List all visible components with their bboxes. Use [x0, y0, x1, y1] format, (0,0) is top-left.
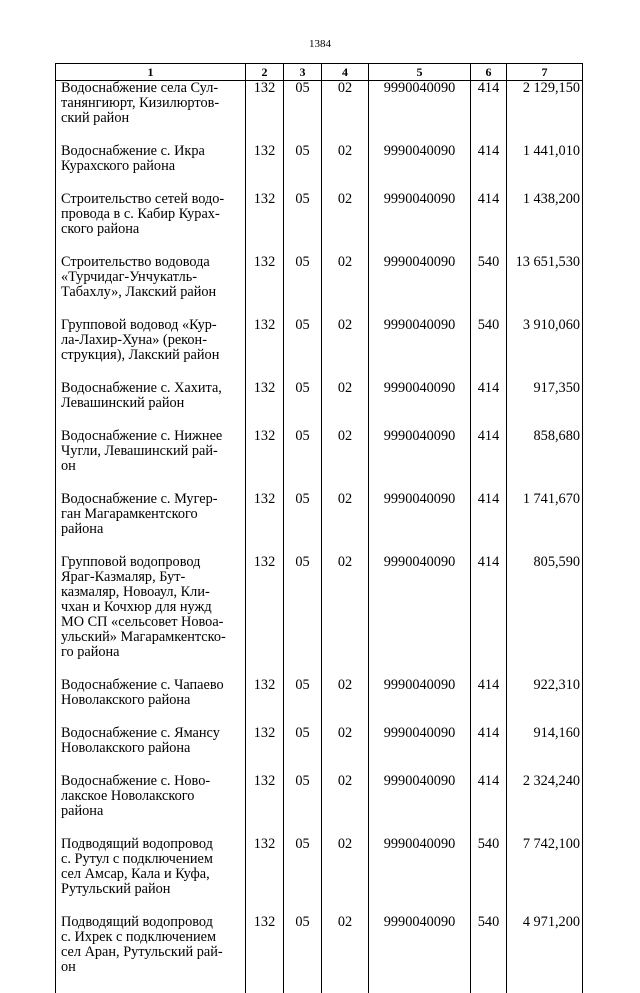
- code-target: 9990040090: [369, 81, 471, 127]
- code-expense-type: 414: [471, 678, 507, 708]
- row-spacer: [56, 237, 583, 255]
- code-expense-type: 414: [471, 492, 507, 537]
- row-spacer: [56, 819, 583, 837]
- code-subsection: 02: [322, 192, 369, 237]
- table-row: [56, 144, 583, 174]
- code-target: 9990040090: [369, 915, 471, 975]
- row-spacer: [56, 174, 583, 192]
- table-row: [56, 555, 583, 660]
- table-row: [56, 774, 583, 819]
- code-admin: 132: [246, 555, 284, 660]
- code-target: 9990040090: [369, 678, 471, 708]
- code-target: 9990040090: [369, 192, 471, 237]
- amount: 858,680: [507, 429, 583, 474]
- code-admin: 132: [246, 774, 284, 819]
- code-subsection: 02: [322, 81, 369, 127]
- amount: 917,350: [507, 381, 583, 411]
- header-col-7: 7: [507, 64, 583, 81]
- item-name: Водоснабжение с. Мугер- ган Магарамкентского района: [56, 492, 246, 537]
- header-col-2: 2: [246, 64, 284, 81]
- code-target: 9990040090: [369, 726, 471, 756]
- code-section: 05: [284, 318, 322, 363]
- code-expense-type: 414: [471, 81, 507, 127]
- code-section: 05: [284, 678, 322, 708]
- code-admin: 132: [246, 255, 284, 300]
- item-name: Водоснабжение с. Чапаево Новолакского района: [56, 678, 246, 708]
- code-expense-type: 414: [471, 774, 507, 819]
- code-admin: 132: [246, 381, 284, 411]
- table-row: [56, 915, 583, 975]
- code-expense-type: 414: [471, 429, 507, 474]
- code-expense-type: 414: [471, 555, 507, 660]
- code-admin: 132: [246, 678, 284, 708]
- row-spacer: [56, 537, 583, 555]
- item-name: Водоснабжение с. Икра Курахского района: [56, 144, 246, 174]
- table-row: [56, 381, 583, 411]
- header-col-1: 1: [56, 64, 246, 81]
- amount: 1 741,670: [507, 492, 583, 537]
- item-name: Строительство сетей водо- провода в с. Кабир Курах- ского района: [56, 192, 246, 237]
- code-section: 05: [284, 381, 322, 411]
- row-spacer: [56, 300, 583, 318]
- amount: 3 910,060: [507, 318, 583, 363]
- code-target: 9990040090: [369, 318, 471, 363]
- code-admin: 132: [246, 429, 284, 474]
- code-admin: 132: [246, 144, 284, 174]
- code-expense-type: 414: [471, 726, 507, 756]
- code-admin: 132: [246, 492, 284, 537]
- header-col-4: 4: [322, 64, 369, 81]
- amount: 2 324,240: [507, 774, 583, 819]
- code-section: 05: [284, 837, 322, 897]
- code-subsection: 02: [322, 837, 369, 897]
- amount: 13 651,530: [507, 255, 583, 300]
- table-row: [56, 492, 583, 537]
- table-row: [56, 678, 583, 708]
- code-expense-type: 414: [471, 381, 507, 411]
- item-name: Строительство водовода «Турчидаг-Унчукатль- Табахлу», Лакский район: [56, 255, 246, 300]
- code-subsection: 02: [322, 381, 369, 411]
- header-col-5: 5: [369, 64, 471, 81]
- item-name: Водоснабжение с. Хахита, Левашинский район: [56, 381, 246, 411]
- item-name: Групповой водопровод Яраг-Казмаляр, Бут- казмаляр, Новоаул, Кли- чхан и Кочхюр для нужд МО СП «сельсовет Новоа- ульский» Магарамкентско- го района: [56, 555, 246, 660]
- amount: 4 971,200: [507, 915, 583, 975]
- code-expense-type: 540: [471, 255, 507, 300]
- code-expense-type: 414: [471, 144, 507, 174]
- code-target: 9990040090: [369, 555, 471, 660]
- code-admin: 132: [246, 915, 284, 975]
- table-row: [56, 318, 583, 363]
- code-section: 05: [284, 255, 322, 300]
- code-section: 05: [284, 555, 322, 660]
- code-subsection: 02: [322, 429, 369, 474]
- code-subsection: 02: [322, 492, 369, 537]
- row-spacer: [56, 660, 583, 678]
- table-row: [56, 255, 583, 300]
- row-spacer: [56, 975, 583, 993]
- code-subsection: 02: [322, 678, 369, 708]
- code-section: 05: [284, 774, 322, 819]
- code-expense-type: 540: [471, 915, 507, 975]
- code-subsection: 02: [322, 774, 369, 819]
- code-target: 9990040090: [369, 429, 471, 474]
- code-section: 05: [284, 726, 322, 756]
- code-admin: 132: [246, 726, 284, 756]
- amount: 922,310: [507, 678, 583, 708]
- code-section: 05: [284, 915, 322, 975]
- table-row: [56, 81, 583, 127]
- code-subsection: 02: [322, 318, 369, 363]
- item-name: Водоснабжение села Сул- танянгиюрт, Кизилюртов- ский район: [56, 81, 246, 127]
- code-section: 05: [284, 192, 322, 237]
- code-subsection: 02: [322, 144, 369, 174]
- code-subsection: 02: [322, 915, 369, 975]
- row-spacer: [56, 363, 583, 381]
- item-name: Водоснабжение с. Нижнее Чугли, Левашинский рай- он: [56, 429, 246, 474]
- code-target: 9990040090: [369, 144, 471, 174]
- amount: 7 742,100: [507, 837, 583, 897]
- code-expense-type: 540: [471, 837, 507, 897]
- row-spacer: [56, 474, 583, 492]
- row-spacer: [56, 897, 583, 915]
- code-admin: 132: [246, 81, 284, 127]
- row-spacer: [56, 756, 583, 774]
- row-spacer: [56, 708, 583, 726]
- item-name: Подводящий водопровод с. Рутул с подключением сел Амсар, Кала и Куфа, Рутульский район: [56, 837, 246, 897]
- code-admin: 132: [246, 318, 284, 363]
- table-row: [56, 429, 583, 474]
- header-col-6: 6: [471, 64, 507, 81]
- header-row: [56, 64, 583, 81]
- budget-table: [55, 63, 583, 993]
- header-col-3: 3: [284, 64, 322, 81]
- code-target: 9990040090: [369, 492, 471, 537]
- row-spacer: [56, 411, 583, 429]
- code-expense-type: 540: [471, 318, 507, 363]
- item-name: Подводящий водопровод с. Ихрек с подключением сел Аран, Рутульский рай- он: [56, 915, 246, 975]
- amount: 914,160: [507, 726, 583, 756]
- amount: 1 441,010: [507, 144, 583, 174]
- table-body: [56, 81, 583, 993]
- code-admin: 132: [246, 192, 284, 237]
- code-section: 05: [284, 81, 322, 127]
- amount: 805,590: [507, 555, 583, 660]
- code-target: 9990040090: [369, 255, 471, 300]
- code-target: 9990040090: [369, 381, 471, 411]
- code-subsection: 02: [322, 726, 369, 756]
- item-name: Групповой водовод «Кур- ла-Лахир-Хуна» (рекон- струкция), Лакский район: [56, 318, 246, 363]
- code-section: 05: [284, 492, 322, 537]
- code-section: 05: [284, 429, 322, 474]
- table-row: [56, 192, 583, 237]
- item-name: Водоснабжение с. Ямансу Новолакского района: [56, 726, 246, 756]
- code-target: 9990040090: [369, 837, 471, 897]
- code-subsection: 02: [322, 255, 369, 300]
- amount: 2 129,150: [507, 81, 583, 127]
- code-section: 05: [284, 144, 322, 174]
- code-admin: 132: [246, 837, 284, 897]
- code-target: 9990040090: [369, 774, 471, 819]
- item-name: Водоснабжение с. Ново- лакское Новолакского района: [56, 774, 246, 819]
- row-spacer: [56, 126, 583, 144]
- amount: 1 438,200: [507, 192, 583, 237]
- code-subsection: 02: [322, 555, 369, 660]
- code-expense-type: 414: [471, 192, 507, 237]
- table-row: [56, 726, 583, 756]
- table-row: [56, 837, 583, 897]
- page-number: 1384: [0, 38, 640, 50]
